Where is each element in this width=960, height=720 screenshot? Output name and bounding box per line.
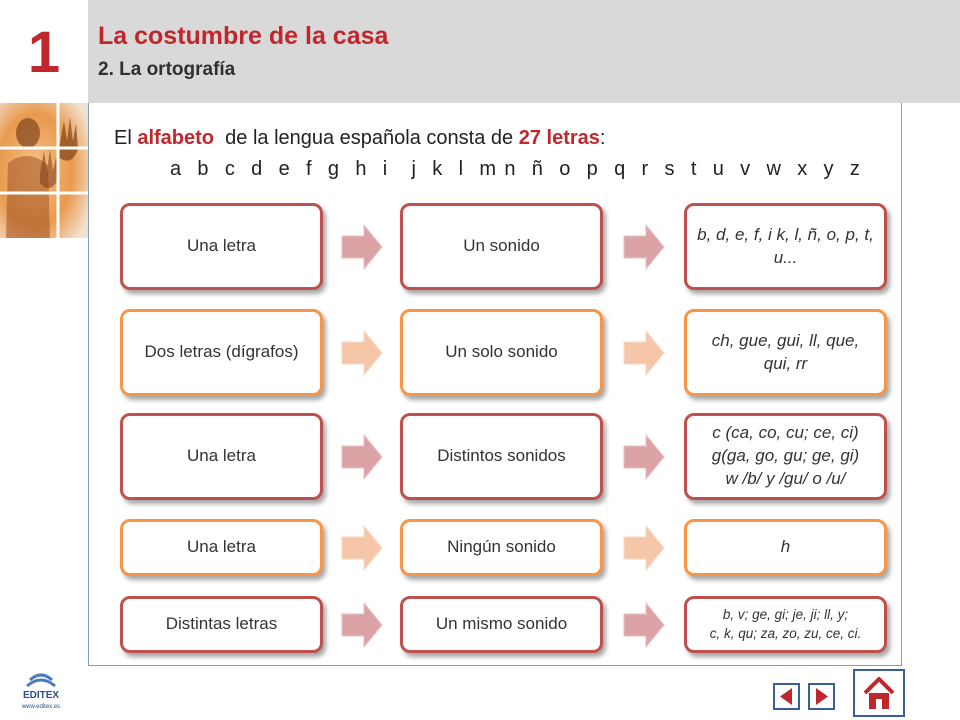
row-2-middle-box: Un solo sonido xyxy=(400,309,603,396)
intro-middle: de la lengua española consta de xyxy=(214,127,519,149)
page-title: La costumbre de la casa xyxy=(98,22,389,50)
row-1-left-box: Una letra xyxy=(120,203,323,290)
row-4-left-box: Una letra xyxy=(120,519,323,576)
row-3-right-line: g(ga, go, gu; ge, gi) xyxy=(711,446,860,466)
triangle-right-icon xyxy=(810,685,833,708)
arrow-right-icon xyxy=(622,600,666,650)
row-3-middle-box: Distintos sonidos xyxy=(400,413,603,500)
arrow-right-icon xyxy=(622,222,666,272)
decorative-photo xyxy=(0,103,88,238)
row-3-right-line: w /b/ y /gu/ o /u/ xyxy=(725,468,846,488)
row-3-right-box xyxy=(684,413,887,500)
row-4-middle-box: Ningún sonido xyxy=(400,519,603,576)
arrow-right-icon xyxy=(340,523,384,573)
next-button[interactable] xyxy=(808,683,835,710)
arrow-right-icon xyxy=(622,432,666,482)
row-5-left-box: Distintas letras xyxy=(120,596,323,653)
home-button[interactable] xyxy=(853,669,905,717)
intro-after: : xyxy=(599,127,606,149)
house-icon xyxy=(855,671,903,715)
triangle-left-icon xyxy=(775,685,798,708)
page-subtitle: 2. La ortografía xyxy=(98,59,236,80)
arrow-right-icon xyxy=(340,432,384,482)
header-bar xyxy=(88,0,960,103)
row-5-right-box xyxy=(684,596,887,653)
arrow-right-icon xyxy=(340,600,384,650)
intro-before: El xyxy=(114,127,138,149)
arrow-right-icon xyxy=(340,328,384,378)
previous-button[interactable] xyxy=(773,683,800,710)
row-5-right-line: c, k, qu; za, zo, zu, ce, ci. xyxy=(709,625,862,641)
logo-text: EDITEX xyxy=(22,690,60,701)
editex-logo xyxy=(14,666,68,712)
row-4-right-box: h xyxy=(684,519,887,576)
row-3-right-lines xyxy=(712,422,859,491)
row-3-right-line: c (ca, co, cu; ce, ci) xyxy=(712,423,859,443)
chapter-number: 1 xyxy=(27,20,61,85)
row-1-right-box: b, d, e, f, i k, l, ñ, o, p, t, u... xyxy=(684,203,887,290)
intro-text xyxy=(114,127,605,150)
arrow-right-icon xyxy=(340,222,384,272)
arrow-right-icon xyxy=(622,328,666,378)
logo-url: www.editex.es xyxy=(21,704,61,710)
arrow-right-icon xyxy=(622,523,666,573)
intro-keyword: alfabeto xyxy=(137,127,215,149)
alphabet-line: a b c d e f g h i j k l m n ñ o p q r s t u v w x y z xyxy=(170,158,861,180)
row-5-right-line: b, v; ge, gi; je, ji; ll, y; xyxy=(722,607,849,623)
row-5-right-lines xyxy=(710,606,862,642)
row-2-left-box: Dos letras (dígrafos) xyxy=(120,309,323,396)
intro-count: 27 letras xyxy=(518,127,600,149)
row-5-middle-box: Un mismo sonido xyxy=(400,596,603,653)
row-3-left-box: Una letra xyxy=(120,413,323,500)
row-2-right-box: ch, gue, gui, ll, que, qui, rr xyxy=(684,309,887,396)
row-1-middle-box: Un sonido xyxy=(400,203,603,290)
